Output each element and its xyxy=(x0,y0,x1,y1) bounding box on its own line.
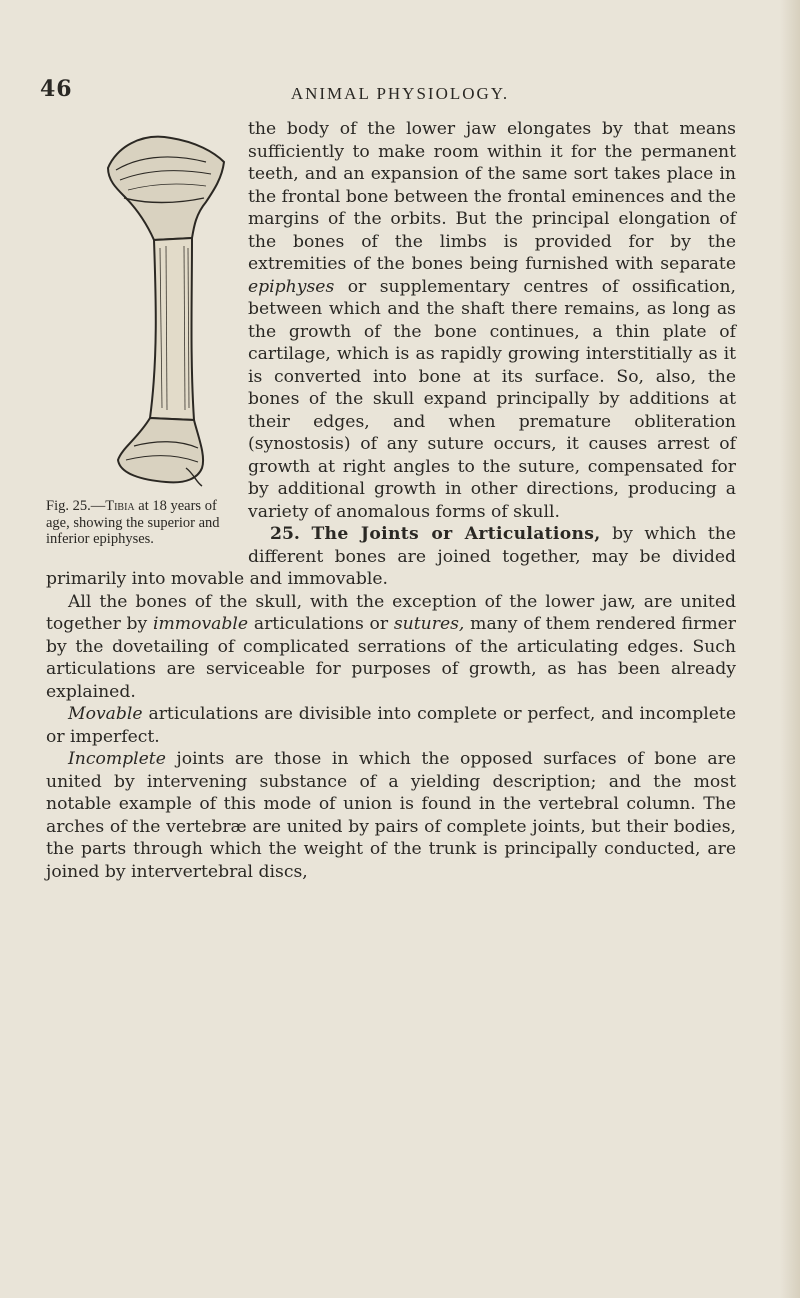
term-epiphyses: epiphyses xyxy=(248,276,335,297)
term-sutures: sutures, xyxy=(393,614,465,634)
term-movable: Movable xyxy=(68,704,143,724)
caption-fig-number: Fig. 25. xyxy=(46,498,91,514)
figure-tibia xyxy=(46,118,236,563)
caption-name: Tibia xyxy=(105,498,135,514)
running-title: ANIMAL PHYSIOLOGY. xyxy=(290,84,510,103)
text-run: joints are those in which the opposed surfaces of bone are united by intervening substance of a yielding description; and the most notable example of this mode of union is found in the vertebral column. The arches of the vertebræ are united by pairs of complete joints, but their bodies, the parts through which the weight of the trunk is principally conducted, are joined by intervertebral discs, xyxy=(46,749,736,882)
text-run: many of them rendered firmer by the dovetailing of complicated serrations of the articulating edges. Such articulations are serviceable for purposes of growth, as has been already explained. xyxy=(46,614,737,702)
paragraph-sutures xyxy=(46,591,736,704)
figure-caption xyxy=(46,498,234,548)
page-edge-shadow xyxy=(780,0,800,1298)
term-incomplete: Incomplete xyxy=(68,749,166,769)
text-run: articulations or xyxy=(248,614,394,634)
page-number: 46 xyxy=(40,76,73,102)
paragraph-movable xyxy=(46,703,736,748)
term-immovable: immovable xyxy=(153,614,249,634)
text-run: the body of the lower jaw elongates by that means sufficiently to make room within it for the permanent teeth, and an expansion of the same sort takes place in the frontal bone between the frontal eminences and the margins of the orbits. But the principal elongation of the bones of the limbs is provided for by the extremities of the bones being furnished with separate xyxy=(248,119,736,274)
text-run: All the bones of the skull, with the exception of the lower jaw, are united together by xyxy=(46,591,736,634)
text-run: by which the different bones are joined together, may be divided primarily into movable and immovable. xyxy=(46,524,737,589)
page-body xyxy=(46,118,736,883)
paragraph-incomplete xyxy=(46,748,736,883)
section-number: 25. xyxy=(270,524,300,544)
text-run: articulations are divisible into complete or perfect, and incomplete or imperfect. xyxy=(46,704,736,747)
section-title: The Joints or Articulations, xyxy=(311,524,601,544)
caption-dash: — xyxy=(90,498,106,514)
caption-text: at 18 years of age, showing the superior and inferior epiphyses. xyxy=(46,498,220,548)
tibia-bone-illustration xyxy=(46,118,236,498)
text-run: or supplementary centres of ossification, between which and the shaft there remains, as long as the growth of the bone continues, a thin plate of cartilage, which is as rapidly growing interstitially as it is converted into bone at its surface. So, also, the bones of the skull expand principally by additions at their edges, and when premature obliteration (synostosis) of any suture occurs, it causes arrest of growth at right angles to the suture, compensated for by additional growth in other directions, producing a variety of anomalous forms of skull. xyxy=(248,276,736,522)
